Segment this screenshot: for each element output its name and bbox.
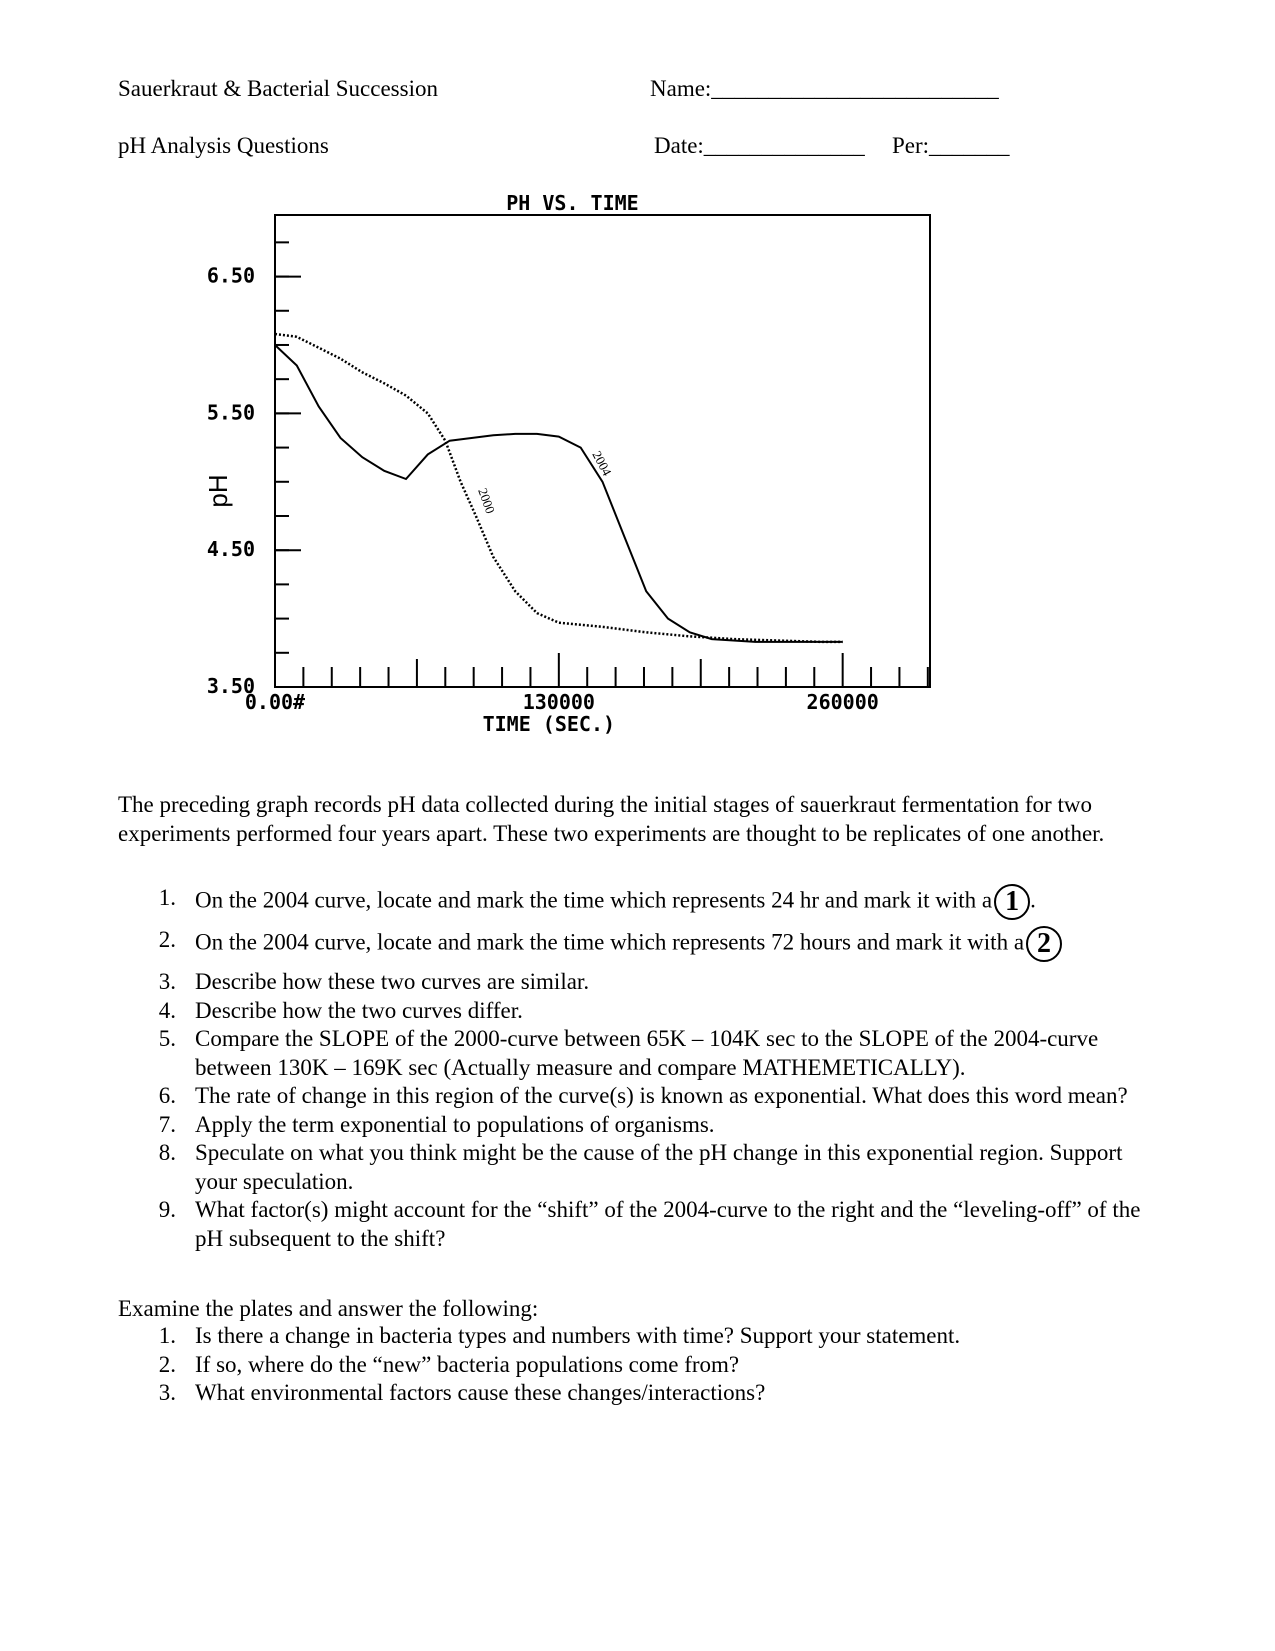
ph-question-item: [150, 926, 1145, 962]
plates-question-item: [150, 1351, 1145, 1380]
item-text: Describe how these two curves are similar.: [195, 969, 590, 994]
item-text: Describe how the two curves differ.: [195, 997, 523, 1023]
item-text: Apply the term exponential to populations of organisms.: [195, 1111, 715, 1137]
y-tick-label: 4.50: [206, 537, 255, 562]
item-number: 3.: [158, 1380, 176, 1405]
y-tick-label: 5.50: [206, 400, 255, 425]
item-number: 7.: [158, 1111, 176, 1137]
item-text: Speculate on what you think might be the cause of the pH change in this exponential region. Support your speculation.: [195, 1140, 1123, 1194]
y-tick-label: 3.50: [206, 674, 255, 698]
series-label-2004: 2004: [589, 448, 615, 479]
item-number: 2.: [158, 927, 176, 952]
period-field: Per:_______: [892, 133, 1010, 158]
ph-question-item: [150, 968, 1145, 997]
item-text: On the 2004 curve, locate and mark the time which represents 72 hours and mark it with a: [195, 929, 1025, 955]
worksheet-subtitle: pH Analysis Questions: [118, 133, 329, 158]
y-tick-label: 6.50: [206, 263, 255, 288]
item-number: 9.: [158, 1197, 176, 1222]
item-text: If so, where do the “new” bacteria populations come from?: [195, 1351, 740, 1377]
ph-question-item: [150, 1139, 1145, 1196]
circled-number-mark: 1: [994, 884, 1030, 920]
ph-question-item: [150, 1111, 1145, 1140]
item-number: 1.: [158, 1323, 176, 1348]
ph-question-item: [150, 1025, 1145, 1082]
y-axis-label: pH: [203, 474, 233, 508]
series-label-2000: 2000: [475, 485, 499, 516]
chart-title: PH VS. TIME: [506, 191, 639, 215]
circled-number-mark: 2: [1026, 926, 1062, 962]
date-field: Date:______________: [654, 133, 865, 158]
ph-vs-time-chart: [180, 190, 1020, 770]
item-number: 8.: [158, 1140, 176, 1165]
item-number: 4.: [158, 997, 176, 1023]
item-number: 2.: [158, 1351, 176, 1377]
plates-question-item: [150, 1322, 1145, 1351]
item-text: On the 2004 curve, locate and mark the time which represents 24 hr and mark it with a: [195, 887, 993, 913]
plates-question-item: [150, 1379, 1145, 1408]
plates-intro: Examine the plates and answer the following:: [118, 1296, 539, 1321]
item-text: What environmental factors cause these changes/interactions?: [195, 1380, 766, 1405]
item-text: The rate of change in this region of the curve(s) is known as exponential. What does this word mean?: [195, 1083, 1128, 1108]
item-number: 6.: [158, 1083, 176, 1108]
plates-questions-list: [150, 1322, 1145, 1408]
item-number: 3.: [158, 969, 176, 994]
ph-questions-list: [150, 884, 1145, 1253]
item-text-end: .: [1030, 887, 1036, 913]
x-tick-label: 0.00#: [244, 690, 306, 714]
series-line-2000: [275, 334, 843, 642]
worksheet-title: Sauerkraut & Bacterial Succession: [118, 76, 438, 101]
ph-question-item: [150, 884, 1145, 920]
x-axis-label: TIME (SEC.): [482, 712, 616, 736]
item-text: Is there a change in bacteria types and numbers with time? Support your statement.: [195, 1323, 961, 1348]
item-text: Compare the SLOPE of the 2000-curve between 65K – 104K sec to the SLOPE of the 2004-curve between 130K – 169K sec (Actually measure and compare MATHEMETICALLY).: [195, 1026, 1099, 1080]
item-number: 1.: [158, 885, 176, 910]
name-field: Name:_________________________: [650, 76, 999, 101]
ph-question-item: [150, 1196, 1145, 1253]
x-tick-label: 260000: [806, 690, 879, 714]
series-line-2004: [275, 345, 843, 642]
ph-question-item: [150, 1082, 1145, 1111]
intro-paragraph: The preceding graph records pH data collected during the initial stages of sauerkraut fermentation for two experiments performed four years apart. These two experiments are thought to be replicates of one another.: [118, 792, 1105, 846]
item-text: What factor(s) might account for the “shift” of the 2004-curve to the right and the “leveling-off” of the pH subsequent to the shift?: [195, 1197, 1141, 1251]
item-number: 5.: [158, 1026, 176, 1051]
x-tick-label: 130000: [522, 690, 595, 714]
ph-question-item: [150, 997, 1145, 1026]
